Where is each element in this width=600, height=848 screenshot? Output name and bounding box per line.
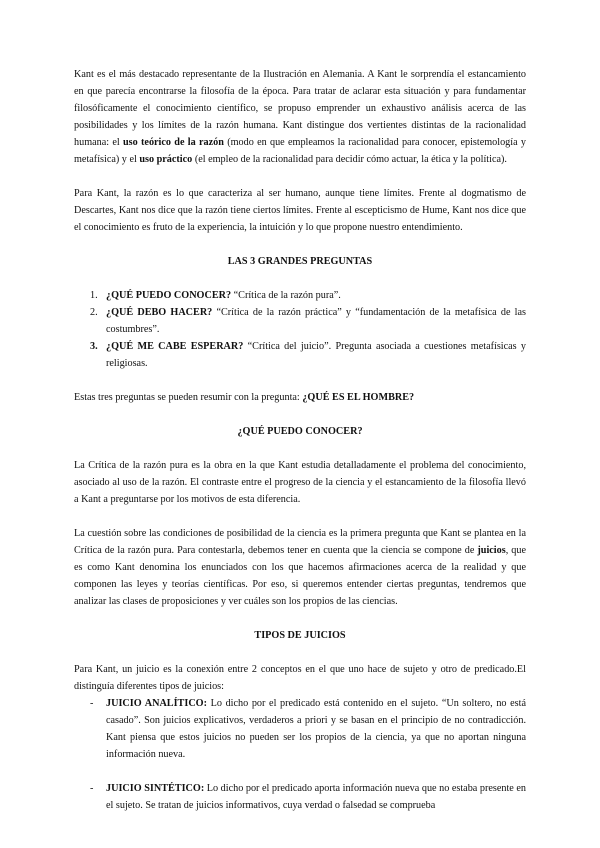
bold-question: ¿QUÉ ES EL HOMBRE? [302,392,415,403]
text-run: (el empleo de la racionalidad para decidir cómo actuar, la ética y la política). [192,154,507,165]
text-run: “Crítica de la razón práctica” y “fundamentación de la metafísica de las costumbres”. [106,307,526,335]
section2-paragraph-1: La Crítica de la razón pura es la obra en la que Kant estudia detalladamente el problema del conocimiento, asociado al uso de la razón. El contraste entre el progreso de la ciencia y el estancamiento de la filosofía llevó a Kant a preguntarse por los motivos de esta diferencia. [74,460,526,505]
dash-bullet: - [90,783,94,794]
questions-summary [74,389,526,406]
judgment-term: JUICIO ANALÍTICO: [106,698,207,709]
question-text: ¿QUÉ PUEDO CONOCER? [106,290,232,301]
list-item [74,780,526,814]
text-run: Lo dicho por el predicado está contenido en el sujeto. “Un soltero, no está casado”. Son juicios explicativos, verdaderos a priori y se basan en el principio de no contradicción. Kant piensa que estos juicios no pueden ser los propios de la ciencia, ya que no aportan ninguna información nueva. [106,698,526,760]
bold-term-theoretical-use: uso teórico de la razón [123,137,224,148]
questions-list [74,287,526,372]
list-item [74,695,526,763]
section-heading-what-can-i-know: ¿QUÉ PUEDO CONOCER? [237,426,363,437]
list-number: 2. [90,307,98,318]
text-run: Lo dicho por el predicado aporta información nueva que no estaba presente en el sujeto. Se tratan de juicios informativos, cuya verdad o falsedad se comprueba [106,783,526,811]
text-run: “Crítica del juicio”. Pregunta asociada a cuestiones metafísicas y religiosas. [106,341,526,369]
question-text: ¿QUÉ ME CABE ESPERAR? [106,341,244,352]
text-run: Estas tres preguntas se pueden resumir con la pregunta: [74,392,303,403]
section3-intro: Para Kant, un juicio es la conexión entre 2 conceptos en el que uno hace de sujeto y otro de predicado.El distinguía diferentes tipos de juicios: [74,664,526,692]
document-body [74,66,526,814]
intro-paragraph-2: Para Kant, la razón es lo que caracteriza al ser humano, aunque tiene límites. Frente al dogmatismo de Descartes, Kant nos dice que la razón tiene ciertos límites. Frente al escepticismo de Hume, Kant nos dice que el conocimiento es fruto de la experiencia, la intuición y lo que propone nuestro entendimiento. [74,188,526,233]
judgment-types-list [74,695,526,814]
section-heading-three-questions: LAS 3 GRANDES PREGUNTAS [227,256,373,267]
list-item [74,287,526,304]
text-run: Kant es el más destacado representante de la Ilustración en Alemania. A Kant le sorprendía el estancamiento en que parecía encontrarse la filosofía de la época. Para tratar de aclarar esta situación y para fundamentar filosóficamente el conocimiento científico, se propuso emprender un exhaustivo análisis acerca de las posibilidades y los límites de la razón humana. Kant distingue dos vertientes distintas de la racionalidad humana: el [74,69,526,148]
text-run: “Crítica de la razón pura”. [231,290,341,301]
bold-term-practical-use: uso práctico [139,154,193,165]
bold-term-judgments: juicios [477,545,506,556]
intro-paragraph-1 [74,66,526,168]
section2-paragraph-2 [74,525,526,610]
judgment-term: JUICIO SINTÉTICO: [106,783,205,794]
dash-bullet: - [90,698,94,709]
section-heading-judgment-types: TIPOS DE JUICIOS [254,630,346,641]
text-run: La cuestión sobre las condiciones de posibilidad de la ciencia es la primera pregunta que Kant se plantea en la Crítica de la razón pura. Para contestarla, debemos tener en cuenta que la ciencia se compone de [74,528,526,556]
text-run: (modo en que empleamos la racionalidad para conocer, epistemología y metafísica) y el [74,137,526,165]
list-item [74,338,526,372]
question-text: ¿QUÉ DEBO HACER? [106,307,213,318]
list-number: 1. [90,290,98,301]
text-run: , que es como Kant denomina los enunciados con los que hacemos afirmaciones acerca de la realidad y que componen las leyes y teorías científicas. Por eso, si queremos entender ciertas preguntas, tendremos que analizar las clases de proposiciones y ver cuáles son los propios de las ciencias. [74,545,526,607]
list-item [74,304,526,338]
list-number: 3. [90,341,98,352]
